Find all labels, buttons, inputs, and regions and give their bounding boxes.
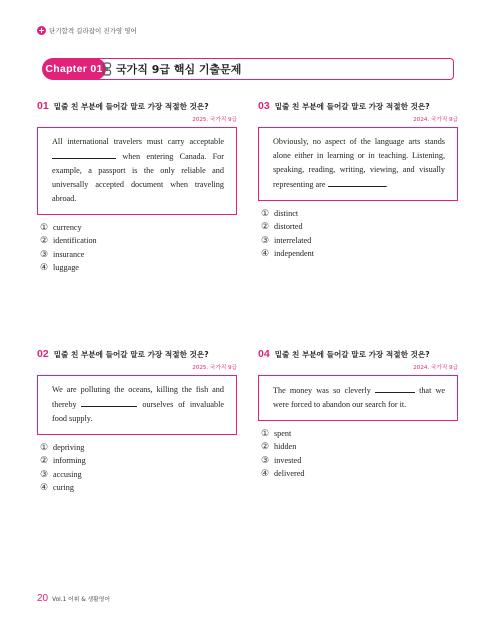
option-3 xyxy=(261,454,458,467)
question-04 xyxy=(258,348,458,481)
passage-text-before: Obviously, no aspect of the language arts stands alone either in learning or in teaching. Listening, speaking, reading, writing, viewing, and visually representing are xyxy=(273,137,445,189)
option-mark: ③ xyxy=(260,234,270,245)
passage-text-before: We are polluting the oceans, killing the fish and thereby xyxy=(52,385,224,409)
running-header xyxy=(37,24,137,36)
option-text: curing xyxy=(53,483,74,493)
option-4 xyxy=(40,481,237,494)
option-text: distorted xyxy=(274,222,303,232)
answer-options xyxy=(40,221,237,275)
option-mark: ② xyxy=(260,441,270,452)
option-mark: ④ xyxy=(260,468,270,479)
option-2 xyxy=(40,454,237,467)
option-text: identification xyxy=(53,236,97,246)
option-2 xyxy=(261,440,458,453)
plus-circle-icon xyxy=(37,26,46,35)
question-number: 03 xyxy=(258,100,270,112)
question-source: 2024. 국가직 9급 xyxy=(413,365,458,371)
question-header xyxy=(37,348,237,360)
option-text: interrelated xyxy=(274,235,312,245)
option-mark: ① xyxy=(260,208,270,218)
question-header xyxy=(37,100,237,112)
question-03 xyxy=(258,100,458,261)
passage-text-after: ourselves of invaluable food supply. xyxy=(52,400,225,423)
option-text: depriving xyxy=(53,443,85,452)
answer-blank xyxy=(81,397,137,407)
option-1 xyxy=(40,221,237,234)
passage-text-before: The money was so cleverly xyxy=(273,386,371,395)
option-mark: ③ xyxy=(39,468,49,479)
footer-text: Vol.1 어휘 & 생활영어 xyxy=(52,597,110,603)
option-text: distinct xyxy=(274,209,299,218)
answer-blank xyxy=(328,177,386,187)
question-source: 2025. 국가직 9급 xyxy=(192,117,237,123)
option-text: currency xyxy=(53,223,82,232)
question-number: 04 xyxy=(258,348,270,360)
option-text: accusing xyxy=(53,469,82,479)
passage-text-after: . xyxy=(385,180,388,189)
page-footer xyxy=(37,593,110,604)
option-mark: ① xyxy=(39,442,49,452)
answer-blank xyxy=(52,149,116,159)
question-header xyxy=(258,348,458,360)
option-text: informing xyxy=(53,456,86,466)
question-passage xyxy=(258,127,458,201)
option-mark: ② xyxy=(39,235,49,246)
passage-text-after: when entering Canada. For example, a passport is the only reliable and universally accepted document when traveling abroad. xyxy=(52,152,225,203)
question-passage xyxy=(37,127,237,215)
option-3 xyxy=(261,234,458,247)
option-text: delivered xyxy=(274,469,305,479)
option-mark: ③ xyxy=(260,454,270,465)
option-mark: ① xyxy=(260,428,270,438)
question-passage xyxy=(37,375,237,435)
option-3 xyxy=(40,468,237,481)
answer-options xyxy=(261,207,458,261)
answer-options xyxy=(261,427,458,481)
option-mark: ④ xyxy=(260,248,270,259)
question-source: 2024. 국가직 9급 xyxy=(413,117,458,123)
option-4 xyxy=(40,261,237,274)
question-source: 2025. 국가직 9급 xyxy=(192,365,237,371)
question-number: 01 xyxy=(37,100,49,112)
option-mark: ③ xyxy=(39,248,49,259)
option-mark: ② xyxy=(260,221,270,232)
option-2 xyxy=(261,220,458,233)
option-text: luggage xyxy=(53,263,79,273)
question-prompt: 밑줄 친 부분에 들어갈 말로 가장 적절한 것은? xyxy=(274,350,430,359)
option-mark: ① xyxy=(39,222,49,232)
question-prompt: 밑줄 친 부분에 들어갈 말로 가장 적절한 것은? xyxy=(53,102,209,111)
answer-blank xyxy=(375,383,415,393)
option-3 xyxy=(40,248,237,261)
option-1 xyxy=(40,441,237,454)
option-text: invested xyxy=(274,455,302,465)
option-4 xyxy=(261,247,458,260)
option-mark: ④ xyxy=(39,262,49,273)
option-mark: ② xyxy=(39,455,49,466)
answer-options xyxy=(40,441,237,495)
passage-text-after: that we were forced to abandon our search for it. xyxy=(273,386,445,409)
question-passage xyxy=(258,375,458,421)
question-prompt: 밑줄 친 부분에 들어갈 말로 가장 적절한 것은? xyxy=(274,102,430,111)
option-text: independent xyxy=(274,249,315,259)
chain-link-icon xyxy=(102,62,112,76)
option-2 xyxy=(40,234,237,247)
option-text: insurance xyxy=(53,249,85,259)
question-header xyxy=(258,100,458,112)
option-4 xyxy=(261,467,458,480)
question-number: 02 xyxy=(37,348,49,360)
question-02 xyxy=(37,348,237,495)
chapter-label: Chapter 01 xyxy=(42,58,106,80)
chapter-banner xyxy=(42,58,454,80)
header-text: 단기합격 길라잡이 진가영 영어 xyxy=(49,26,137,35)
option-1 xyxy=(261,207,458,220)
page-number: 20 xyxy=(37,593,49,604)
chapter-title: 국가직 9급 핵심 기출문제 xyxy=(116,63,242,76)
option-text: hidden xyxy=(274,442,297,452)
option-mark: ④ xyxy=(39,482,49,493)
question-01 xyxy=(37,100,237,275)
question-prompt: 밑줄 친 부분에 들어갈 말로 가장 적절한 것은? xyxy=(53,350,209,359)
option-text: spent xyxy=(274,429,292,438)
option-1 xyxy=(261,427,458,440)
passage-text-before: All international travelers must carry acceptable xyxy=(52,137,224,146)
